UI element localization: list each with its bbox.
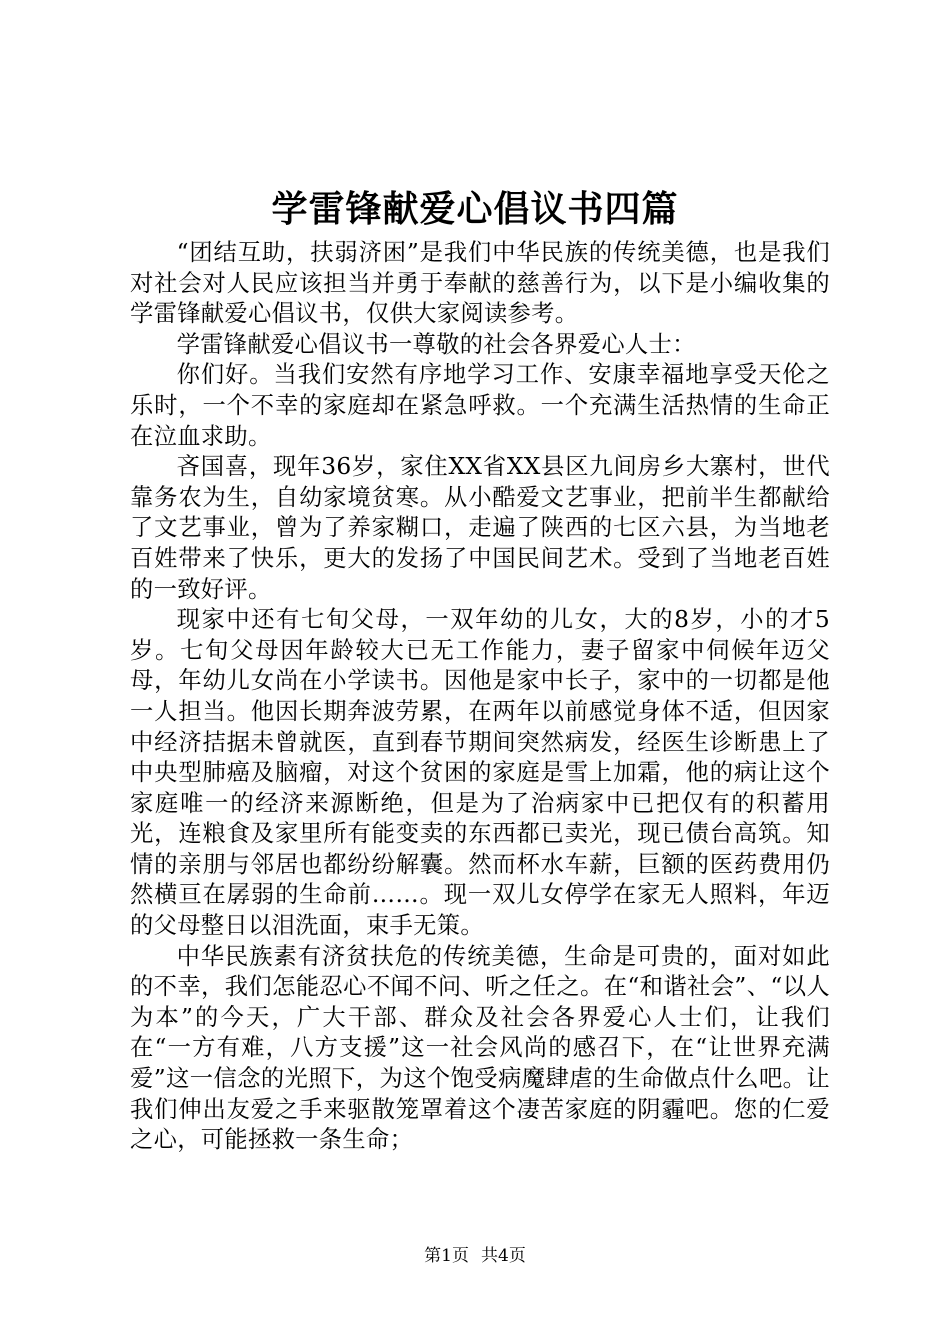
page-number-total: 共4页 — [481, 1246, 526, 1266]
paragraph-appeal: 中华民族素有济贫扶危的传统美德，生命是可贵的，面对如此的不幸，我们怎能忍心不闻不问、听之任之。在“和谐社会”、“以人为本”的今天，广大干部、群众及社会各界爱心人士们，让我们在“一方有难，八方支援”这一社会风尚的感召下，在“让世界充满爱”这一信念的光照下，为这个饱受病魔肆虐的生命做点什么吧。让我们伸出友爱之手来驱散笼罩着这个凄苦家庭的阴霾吧。您的仁爱之心，可能拯救一条生命； — [130, 942, 830, 1154]
paragraph-background: 吝国喜，现年36岁，家住XX省XX县区九间房乡大寨村，世代靠务农为生，自幼家境贫寒。从小酷爱文艺事业，把前半生都献给了文艺事业，曾为了养家糊口，走遍了陕西的七区六县，为当地老百姓带来了快乐，更大的发扬了中国民间艺术。受到了当地老百姓的一致好评。 — [130, 453, 830, 603]
page-footer — [0, 1245, 950, 1267]
document-body — [130, 238, 830, 1156]
paragraph-salutation: 学雷锋献爱心倡议书一尊敬的社会各界爱心人士： — [176, 330, 696, 358]
paragraph-family-situation: 现家中还有七旬父母，一双年幼的儿女，大的8岁，小的才5岁。七旬父母因年龄较大已无工作能力，妻子留家中伺候年迈父母，年幼儿女尚在小学读书。因他是家中长子，家中的一切都是他一人担当。他因长期奔波劳累，在两年以前感觉身体不适，但因家中经济拮据未曾就医，直到春节期间突然病发，经医生诊断患上了中央型肺癌及脑瘤，对这个贫困的家庭是雪上加霜，他的病让这个家庭唯一的经济来源断绝，但是为了治病家中已把仅有的积蓄用光，连粮食及家里所有能变卖的东西都已卖光，现已债台高筑。知情的亲朋与邻居也都纷纷解囊。然而杯水车薪，巨额的医药费用仍然横亘在孱弱的生命前……。现一双儿女停学在家无人照料，年迈的父母整日以泪洗面，束手无策。 — [130, 606, 830, 940]
paragraph-intro: “团结互助，扶弱济困”是我们中华民族的传统美德，也是我们对社会对人民应该担当并勇于奉献的慈善行为，以下是小编收集的学雷锋献爱心倡议书，仅供大家阅读参考。 — [130, 239, 830, 328]
document-title: 学雷锋献爱心倡议书四篇 — [271, 188, 679, 230]
page-number-current: 第1页 — [424, 1246, 469, 1266]
paragraph-greeting: 你们好。当我们安然有序地学习工作、安康幸福地享受天伦之乐时，一个不幸的家庭却在紧急呼救。一个充满生活热情的生命正在泣血求助。 — [130, 361, 830, 450]
